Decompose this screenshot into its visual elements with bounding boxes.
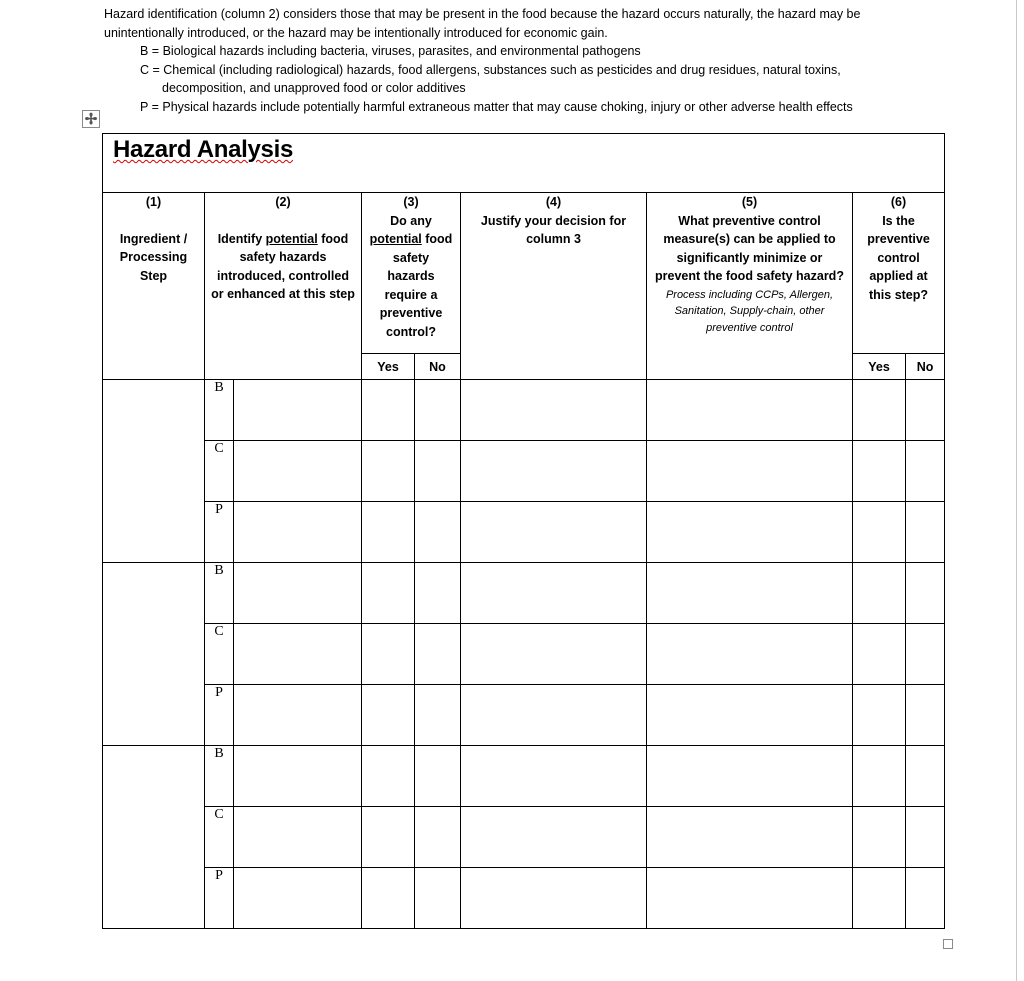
col6-no-cell[interactable] <box>906 868 945 929</box>
col3-yes-cell[interactable] <box>362 807 415 868</box>
col6-yes-cell[interactable] <box>853 563 906 624</box>
hazard-cell[interactable] <box>234 380 362 441</box>
justify-cell[interactable] <box>461 563 647 624</box>
control-cell[interactable] <box>647 502 853 563</box>
col6-yes-cell[interactable] <box>853 441 906 502</box>
legend-biological: B = Biological hazards including bacteria, viruses, parasites, and environmental pathogens <box>140 44 641 59</box>
hazard-letter: B <box>205 563 234 624</box>
col3-no-cell[interactable] <box>415 868 461 929</box>
justify-cell[interactable] <box>461 807 647 868</box>
col3-no-cell[interactable] <box>415 746 461 807</box>
col3-yes-label: Yes <box>362 354 415 380</box>
legend-chemical: C = Chemical (including radiological) hazards, food allergens, substances such as pesticides and drug residues, natural toxins, decomposition, and unapproved food or color additives <box>140 62 841 96</box>
col6-no-cell[interactable] <box>906 685 945 746</box>
header-col5[interactable]: (5) What preventive control measure(s) can be applied to significantly minimize or prevent the food safety hazard? Process including CCPs, Allergen, Sanitation, Supply-chain, other preventive control <box>647 193 853 380</box>
col3-yes-cell[interactable] <box>362 624 415 685</box>
header-col3[interactable]: (3) Do any potential food safety hazards require a preventive control? <box>362 193 461 354</box>
hazard-letter: C <box>205 441 234 502</box>
hazard-letter: P <box>205 685 234 746</box>
hazard-letter: B <box>205 746 234 807</box>
intro-text <box>104 5 904 117</box>
col6-no-cell[interactable] <box>906 563 945 624</box>
justify-cell[interactable] <box>461 868 647 929</box>
hazard-analysis-table <box>102 133 945 929</box>
col3-no-cell[interactable] <box>415 502 461 563</box>
col3-no-cell[interactable] <box>415 624 461 685</box>
hazard-legend <box>104 42 904 116</box>
hazard-letter: P <box>205 502 234 563</box>
control-cell[interactable] <box>647 624 853 685</box>
col3-yes-cell[interactable] <box>362 563 415 624</box>
intro-paragraph: Hazard identification (column 2) considers those that may be present in the food because the hazard occurs naturally, the hazard may be unintentionally introduced, or the hazard may be intentionally introduced for economic gain. <box>104 7 861 40</box>
table-row <box>103 624 945 685</box>
hazard-cell[interactable] <box>234 624 362 685</box>
control-cell[interactable] <box>647 868 853 929</box>
table-title: Hazard Analysis <box>113 136 294 163</box>
table-row <box>103 868 945 929</box>
col6-no-cell[interactable] <box>906 502 945 563</box>
hazard-cell[interactable] <box>234 807 362 868</box>
col3-yes-cell[interactable] <box>362 868 415 929</box>
header-row <box>103 193 945 354</box>
table-row <box>103 441 945 502</box>
col6-no-label: No <box>906 354 945 380</box>
col3-yes-cell[interactable] <box>362 380 415 441</box>
legend-physical: P = Physical hazards include potentially harmful extraneous matter that may cause choking, injury or other adverse health effects <box>140 99 853 114</box>
col3-yes-cell[interactable] <box>362 502 415 563</box>
hazard-letter: B <box>205 380 234 441</box>
justify-cell[interactable] <box>461 380 647 441</box>
justify-cell[interactable] <box>461 502 647 563</box>
table-row <box>103 807 945 868</box>
col6-no-cell[interactable] <box>906 624 945 685</box>
col6-no-cell[interactable] <box>906 441 945 502</box>
justify-cell[interactable] <box>461 624 647 685</box>
justify-cell[interactable] <box>461 685 647 746</box>
hazard-letter: P <box>205 868 234 929</box>
col6-yes-cell[interactable] <box>853 624 906 685</box>
table-row <box>103 746 945 807</box>
col6-no-cell[interactable] <box>906 746 945 807</box>
col6-yes-cell[interactable] <box>853 746 906 807</box>
col3-yes-cell[interactable] <box>362 441 415 502</box>
col6-no-cell[interactable] <box>906 807 945 868</box>
title-row <box>103 134 945 193</box>
justify-cell[interactable] <box>461 746 647 807</box>
control-cell[interactable] <box>647 807 853 868</box>
hazard-letter: C <box>205 624 234 685</box>
step-cell[interactable] <box>103 563 205 746</box>
hazard-cell[interactable] <box>234 502 362 563</box>
header-col1[interactable]: (1) Ingredient / Processing Step <box>103 193 205 380</box>
col6-yes-cell[interactable] <box>853 502 906 563</box>
header-col2[interactable]: (2) Identify potential food safety hazards introduced, controlled or enhanced at this step <box>205 193 362 380</box>
col6-yes-label: Yes <box>853 354 906 380</box>
table-resize-handle-icon[interactable] <box>943 939 953 949</box>
control-cell[interactable] <box>647 746 853 807</box>
header-col4[interactable]: (4) Justify your decision for column 3 <box>461 193 647 380</box>
step-cell[interactable] <box>103 746 205 929</box>
col3-no-cell[interactable] <box>415 563 461 624</box>
col3-yes-cell[interactable] <box>362 746 415 807</box>
hazard-cell[interactable] <box>234 685 362 746</box>
step-cell[interactable] <box>103 380 205 563</box>
hazard-cell[interactable] <box>234 441 362 502</box>
table-row <box>103 502 945 563</box>
col6-yes-cell[interactable] <box>853 868 906 929</box>
col3-no-cell[interactable] <box>415 380 461 441</box>
control-cell[interactable] <box>647 441 853 502</box>
hazard-cell[interactable] <box>234 868 362 929</box>
col3-no-cell[interactable] <box>415 807 461 868</box>
hazard-cell[interactable] <box>234 746 362 807</box>
col3-no-label: No <box>415 354 461 380</box>
control-cell[interactable] <box>647 563 853 624</box>
col6-yes-cell[interactable] <box>853 807 906 868</box>
control-cell[interactable] <box>647 685 853 746</box>
table-move-handle-icon[interactable]: ✢ <box>82 110 100 128</box>
col6-no-cell[interactable] <box>906 380 945 441</box>
table-row <box>103 563 945 624</box>
title-cell[interactable] <box>103 134 945 193</box>
justify-cell[interactable] <box>461 441 647 502</box>
page-edge <box>1016 0 1017 981</box>
table-row <box>103 380 945 441</box>
col6-yes-cell[interactable] <box>853 380 906 441</box>
table-row <box>103 685 945 746</box>
col3-no-cell[interactable] <box>415 685 461 746</box>
col6-yes-cell[interactable] <box>853 685 906 746</box>
col3-yes-cell[interactable] <box>362 685 415 746</box>
header-col6[interactable]: (6) Is the preventive control applied at this step? <box>853 193 945 354</box>
col3-no-cell[interactable] <box>415 441 461 502</box>
control-cell[interactable] <box>647 380 853 441</box>
hazard-cell[interactable] <box>234 563 362 624</box>
hazard-letter: C <box>205 807 234 868</box>
